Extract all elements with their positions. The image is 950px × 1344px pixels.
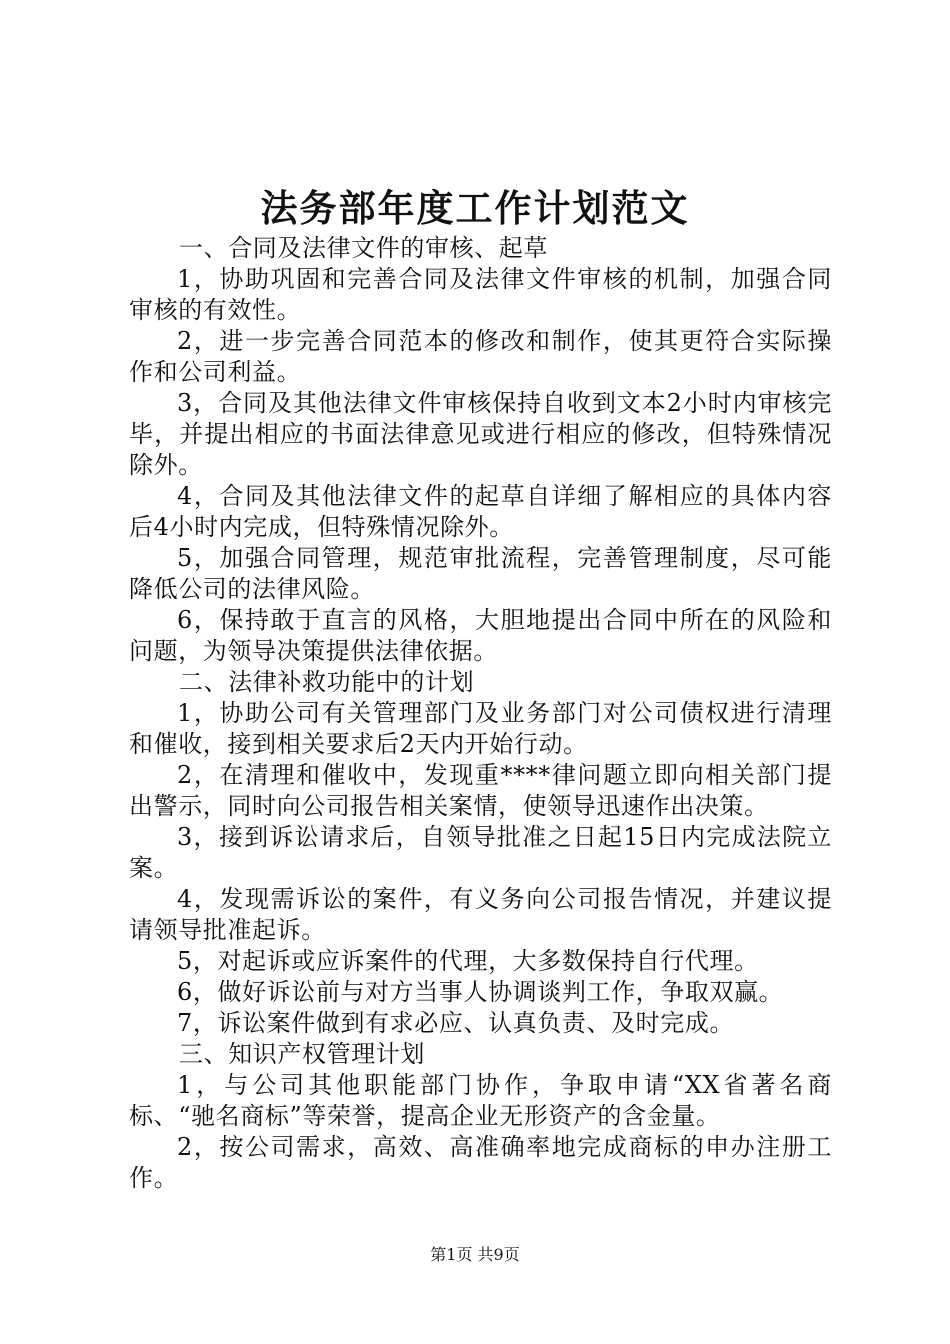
document-body xyxy=(129,233,832,1194)
list-item: 2，进一步完善合同范本的修改和制作，使其更符合实际操作和公司利益。 xyxy=(129,327,832,386)
section-heading: 一、合同及法律文件的审核、起草 xyxy=(179,234,548,262)
page-footer: 第1页 共9页 xyxy=(430,1245,520,1264)
list-item: 2，按公司需求，高效、高准确率地完成商标的申办注册工作。 xyxy=(129,1133,832,1192)
list-item: 5，对起诉或应诉案件的代理，大多数保持自行代理。 xyxy=(177,947,759,975)
section-heading: 二、法律补救功能中的计划 xyxy=(179,668,475,696)
list-item: 3，接到诉讼请求后，自领导批准之日起15日内完成法院立案。 xyxy=(129,823,832,882)
list-item: 4，发现需诉讼的案件，有义务向公司报告情况，并建议提请领导批准起诉。 xyxy=(129,885,832,944)
list-item: 6，做好诉讼前与对方当事人协调谈判工作，争取双赢。 xyxy=(177,978,784,1006)
list-item: 3，合同及其他法律文件审核保持自收到文本2小时内审核完毕，并提出相应的书面法律意见或进行相应的修改，但特殊情况除外。 xyxy=(129,389,832,479)
list-item: 1，与公司其他职能部门协作，争取申请“XX省著名商标、“驰名商标”等荣誉，提高企业无形资产的含金量。 xyxy=(129,1071,832,1130)
document-title: 法务部年度工作计划范文 xyxy=(260,186,690,230)
list-item: 5，加强合同管理，规范审批流程，完善管理制度，尽可能降低公司的法律风险。 xyxy=(129,544,832,603)
list-item: 2，在清理和催收中，发现重****律问题立即向相关部门提出警示，同时向公司报告相关案情，使领导迅速作出决策。 xyxy=(129,761,832,820)
list-item: 7，诉讼案件做到有求必应、认真负责、及时完成。 xyxy=(177,1009,735,1037)
list-item: 4，合同及其他法律文件的起草自详细了解相应的具体内容后4小时内完成，但特殊情况除外。 xyxy=(129,482,832,541)
list-item: 1，协助公司有关管理部门及业务部门对公司债权进行清理和催收，接到相关要求后2天内开始行动。 xyxy=(129,699,832,758)
list-item: 1，协助巩固和完善合同及法律文件审核的机制，加强合同审核的有效性。 xyxy=(129,265,832,324)
section-heading: 三、知识产权管理计划 xyxy=(179,1040,425,1068)
list-item: 6，保持敢于直言的风格，大胆地提出合同中所在的风险和问题，为领导决策提供法律依据。 xyxy=(129,606,832,665)
